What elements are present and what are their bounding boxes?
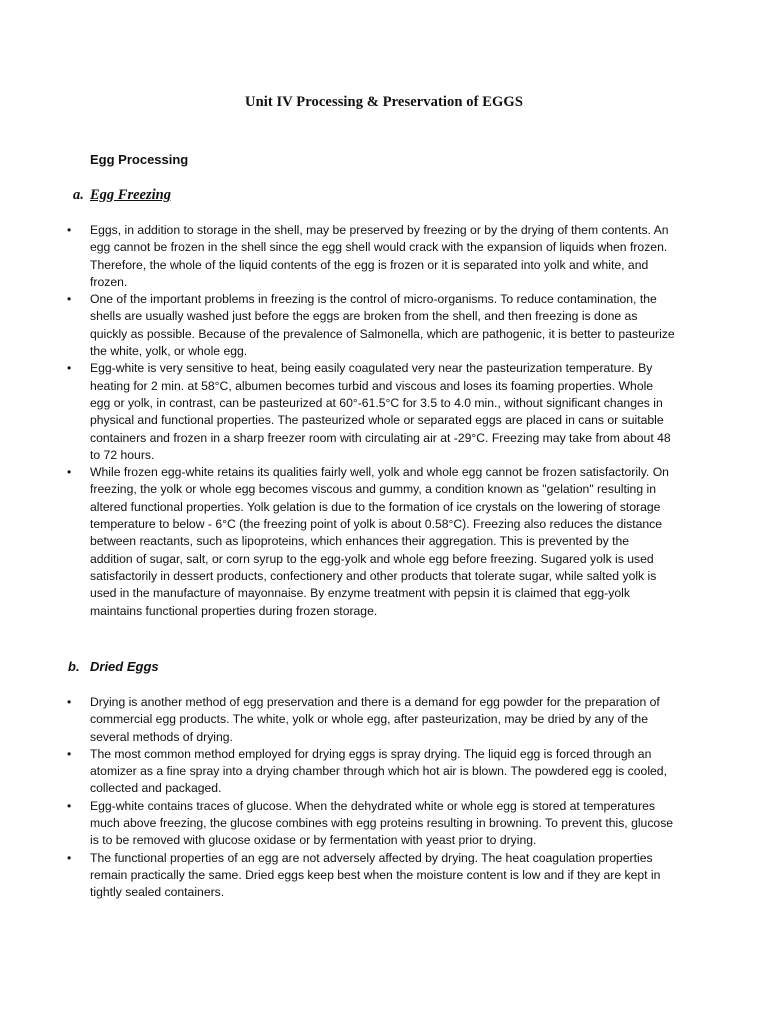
list-item xyxy=(0,291,675,360)
egg-freezing-list xyxy=(0,222,768,620)
list-item xyxy=(0,222,675,291)
list-item-text: The functional properties of an egg are not adversely affected by drying. The heat coagulation properties remain practically the same. Dried eggs keep best when the moisture content is low and if they are kept in tightly sealed containers. xyxy=(90,850,661,900)
bullet-icon: • xyxy=(67,223,72,237)
document-title: Unit IV Processing & Preservation of EGGS xyxy=(245,94,523,110)
list-item-text: Eggs, in addition to storage in the shell, may be preserved by freezing or by the drying of them contents. An egg cannot be frozen in the shell since the egg shell would crack with the expansion of liquids when frozen. Therefore, the whole of the liquid contents of the egg is frozen or it is separated into yolk and white, and frozen. xyxy=(90,223,669,289)
list-item-text: Egg-white contains traces of glucose. When the dehydrated white or whole egg is stored at temperatures much above freezing, the glucose combines with egg proteins resulting in browning. To prevent this, glucose is to be removed with glucose oxidase or by fermentation with yeast prior to drying. xyxy=(90,798,674,848)
list-item-text: While frozen egg-white retains its qualities fairly well, yolk and whole egg cannot be frozen satisfactorily. On freezing, the yolk or whole egg becomes viscous and gummy, a condition known as "gelation" resulting in altered functional properties. Yolk gelation is due to the formation of ice crystals on the lowering of storage temperature to below - 6°C (the freezing point of yolk is about 0.58°C). Freezing also reduces the distance between reactants, such as lipoproteins, which enhances their aggregation. This is prevented by the addition of sugar, salt, or corn syrup to the egg-yolk and whole egg before freezing. Sugared yolk is used satisfactorily in dessert products, confectionery and other products that tolerate sugar, while salted yolk is used in the manufacture of mayonnaise. By enzyme treatment with pepsin it is claimed that egg-yolk maintains functional properties during frozen storage. xyxy=(90,465,669,618)
dried-eggs-list xyxy=(0,694,768,902)
subsection-a-heading xyxy=(73,187,171,204)
list-item xyxy=(0,798,675,850)
list-item xyxy=(0,746,675,798)
subsection-b-heading xyxy=(68,659,159,674)
subsection-a-letter: a. xyxy=(73,187,84,203)
bullet-icon: • xyxy=(67,850,72,865)
list-item-text: Egg-white is very sensitive to heat, being easily coagulated very near the pasteurization temperature. By heating for 2 min. at 58°C, albumen becomes turbid and viscous and loses its foaming properties. Whole egg or yolk, in contrast, can be pasteurized at 60°-61.5°C for 3.5 to 4.0 min., without significant changes in physical and functional properties. The pasteurized whole or separated eggs are placed in cans or suitable containers and frozen in a sharp freezer room with circulating air at -29°C. Freezing may take from about 48 to 72 hours. xyxy=(90,361,671,462)
subsection-b-letter: b. xyxy=(68,659,80,674)
list-item xyxy=(0,464,675,620)
section-heading: Egg Processing xyxy=(90,152,189,167)
subsection-a-label: Egg Freezing xyxy=(90,187,171,203)
list-item-text: One of the important problems in freezing is the control of micro-organisms. To reduce contamination, the shells are usually washed just before the eggs are broken from the shell, and then freezing is done as quickly as possible. Because of the prevalence of Salmonella, which are pathogenic, it is better to pasteurize the white, yolk, or whole egg. xyxy=(90,292,675,359)
list-item xyxy=(0,850,675,902)
list-item xyxy=(0,694,675,746)
bullet-icon: • xyxy=(67,465,72,480)
subsection-b-label: Dried Eggs xyxy=(90,659,159,674)
bullet-icon: • xyxy=(67,746,72,761)
list-item-text: The most common method employed for drying eggs is spray drying. The liquid egg is forced through an atomizer as a fine spray into a drying chamber through which hot air is blown. The powdered egg is cooled, collected and packaged. xyxy=(90,746,667,796)
list-item-text: Drying is another method of egg preservation and there is a demand for egg powder for the preparation of commercial egg products. The white, yolk or whole egg, after pasteurization, may be dried by any of the several methods of drying. xyxy=(90,695,660,744)
bullet-icon: • xyxy=(67,292,72,307)
bullet-icon: • xyxy=(67,361,72,376)
list-item xyxy=(0,360,675,464)
bullet-icon: • xyxy=(67,798,72,813)
bullet-icon: • xyxy=(67,695,72,709)
